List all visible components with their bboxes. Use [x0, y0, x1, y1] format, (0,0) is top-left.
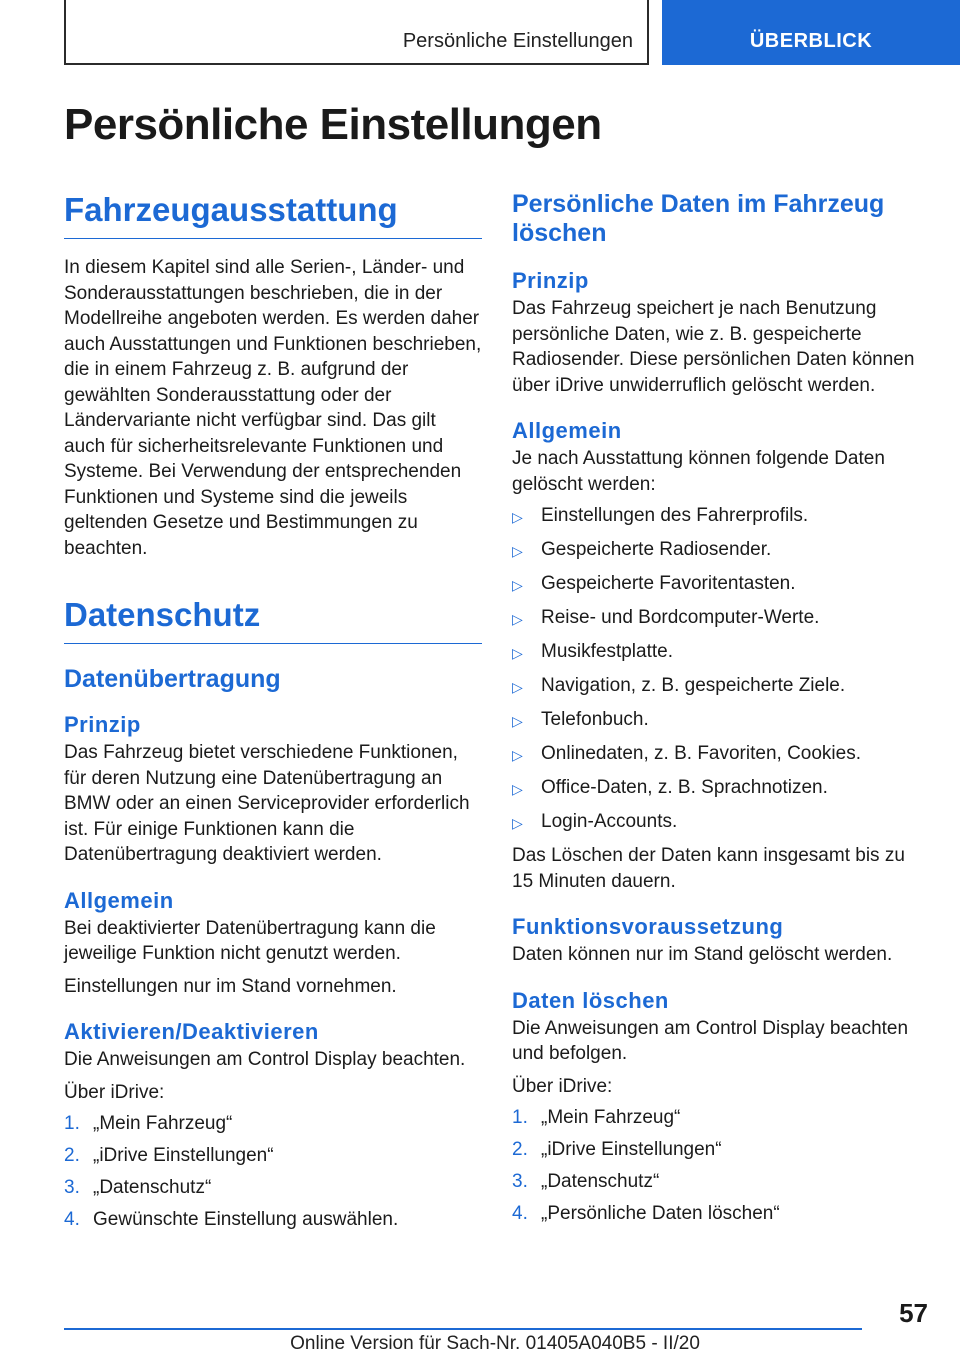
heading-daten-loeschen: Daten löschen [512, 987, 669, 1013]
heading-aktivieren: Aktivieren/Deaktivieren [64, 1019, 319, 1044]
list-item: ▷ Gespeicherte Radiosender. [512, 537, 928, 564]
triangle-bullet-icon: ▷ [512, 645, 523, 661]
list-item: ▷ Office-Daten, z. B. Sprachnotizen. [512, 775, 928, 802]
page-title: Persönliche Einstellungen [64, 100, 602, 149]
triangle-bullet-icon: ▷ [512, 713, 523, 729]
heading-allgemein-right: Allgemein [512, 418, 622, 443]
list-item: ▷ Login-Accounts. [512, 809, 928, 836]
footer-online-version: Online Version für Sach-Nr. 01405A040B5 - II/20 [290, 1333, 700, 1354]
list-item: ▷ Navigation, z. B. gespeicherte Ziele. [512, 673, 928, 700]
list-item: 2. „iDrive Einstellungen“ [512, 1139, 722, 1160]
header-section-box [64, 0, 649, 65]
paragraph-aktivieren-2: Über iDrive: [64, 1081, 165, 1103]
right-column [512, 190, 928, 1233]
list-item: ▷ Gespeicherte Favoritentasten. [512, 571, 928, 598]
paragraph-daten-loeschen-2: Über iDrive: [512, 1075, 613, 1097]
paragraph-aktivieren-1: Die Anweisungen am Control Display beachten. [64, 1049, 466, 1070]
triangle-bullet-icon: ▷ [512, 543, 523, 559]
paragraph-dauer: Das Löschen der Daten kann insgesamt bis zu 15 Minuten dauern. [512, 845, 905, 892]
triangle-bullet-icon: ▷ [512, 611, 523, 627]
list-item: ▷ Reise- und Bordcomputer-Werte. [512, 605, 928, 632]
list-item: 3. „Datenschutz“ [512, 1171, 660, 1192]
paragraph-prinzip-right: Das Fahrzeug speichert je nach Benutzung persönliche Daten, wie z. B. gespeicherte Radiosender. Diese persönlichen Daten können über iDrive unwiderruflich gelöscht werden. [512, 298, 915, 396]
list-item: ▷ Onlinedaten, z. B. Favoriten, Cookies. [512, 741, 928, 768]
list-item: ▷ Musikfestplatte. [512, 639, 928, 666]
list-item: 4. Gewünschte Einstellung auswählen. [64, 1209, 399, 1230]
triangle-bullet-icon: ▷ [512, 815, 523, 831]
heading-datenschutz: Datenschutz [64, 595, 482, 644]
paragraph-allgemein-2: Einstellungen nur im Stand vornehmen. [64, 975, 397, 997]
list-item: ▷ Telefonbuch. [512, 707, 928, 734]
list-item: 3. „Datenschutz“ [64, 1177, 212, 1198]
list-item: ▷ Einstellungen des Fahrerprofils. [512, 503, 928, 530]
overview-tab-label: ÜBERBLICK [749, 30, 873, 52]
deletable-data-list [512, 503, 928, 836]
header-section-title: Persönliche Einstellungen [402, 30, 633, 52]
heading-prinzip-right: Prinzip [512, 268, 589, 293]
paragraph-fahrzeugausstattung: In diesem Kapitel sind alle Serien-, Länder- und Sonderausstattungen beschrieben, die in der Modellreihe angeboten werden. Es werden daher auch Ausstattungen und Funktionen beschrieben, die in einem Fahrzeug z. B. aufgrund der gewählten Sonderausstattung oder der Ländervariante nicht verfügbar sind. Das gilt auch für sicherheitsrelevante Funktionen und Systeme. Bei Verwendung der entsprechenden Funktionen und Systeme sind die jeweils geltenden Gesetze und Bestimmungen zu beachten. [64, 257, 482, 559]
paragraph-funktionsvoraussetzung: Daten können nur im Stand gelöscht werden. [512, 944, 893, 965]
heading-allgemein: Allgemein [64, 887, 174, 913]
triangle-bullet-icon: ▷ [512, 679, 523, 695]
heading-funktionsvoraussetzung: Funktionsvoraussetzung [512, 914, 784, 939]
paragraph-prinzip: Das Fahrzeug bietet verschiedene Funktionen, für deren Nutzung eine Datenübertragung an BMW oder an einen Serviceprovider erforderlich ist. Für einige Funktionen kann die Datenübertragung deaktiviert werden. [64, 742, 470, 865]
heading-prinzip: Prinzip [64, 712, 141, 737]
triangle-bullet-icon: ▷ [512, 509, 523, 525]
page-number: 57 [899, 1298, 928, 1328]
list-item: 2. „iDrive Einstellungen“ [64, 1145, 274, 1166]
heading-fahrzeugausstattung: Fahrzeugausstattung [64, 190, 482, 239]
paragraph-allgemein-1: Bei deaktivierter Datenübertragung kann die jeweilige Funktion nicht genutzt werden. [64, 917, 436, 964]
footer-divider [64, 1328, 862, 1330]
list-item: 1. „Mein Fahrzeug“ [512, 1107, 681, 1128]
heading-datenuebertragung: Datenübertragung [64, 665, 281, 693]
triangle-bullet-icon: ▷ [512, 747, 523, 763]
paragraph-allgemein-right: Je nach Ausstattung können folgende Daten gelöscht werden: [512, 448, 885, 495]
heading-daten-loeschen-title: Persönliche Daten im Fahrzeug löschen [512, 190, 885, 247]
triangle-bullet-icon: ▷ [512, 781, 523, 797]
overview-tab[interactable] [662, 0, 960, 65]
left-column [64, 190, 482, 1239]
steps-list-datenschutz [64, 1111, 482, 1232]
paragraph-daten-loeschen-1: Die Anweisungen am Control Display beachten und befolgen. [512, 1017, 909, 1064]
list-item: 4. „Persönliche Daten löschen“ [512, 1203, 780, 1224]
list-item: 1. „Mein Fahrzeug“ [64, 1113, 233, 1134]
steps-list-daten-loeschen [512, 1105, 928, 1226]
triangle-bullet-icon: ▷ [512, 577, 523, 593]
